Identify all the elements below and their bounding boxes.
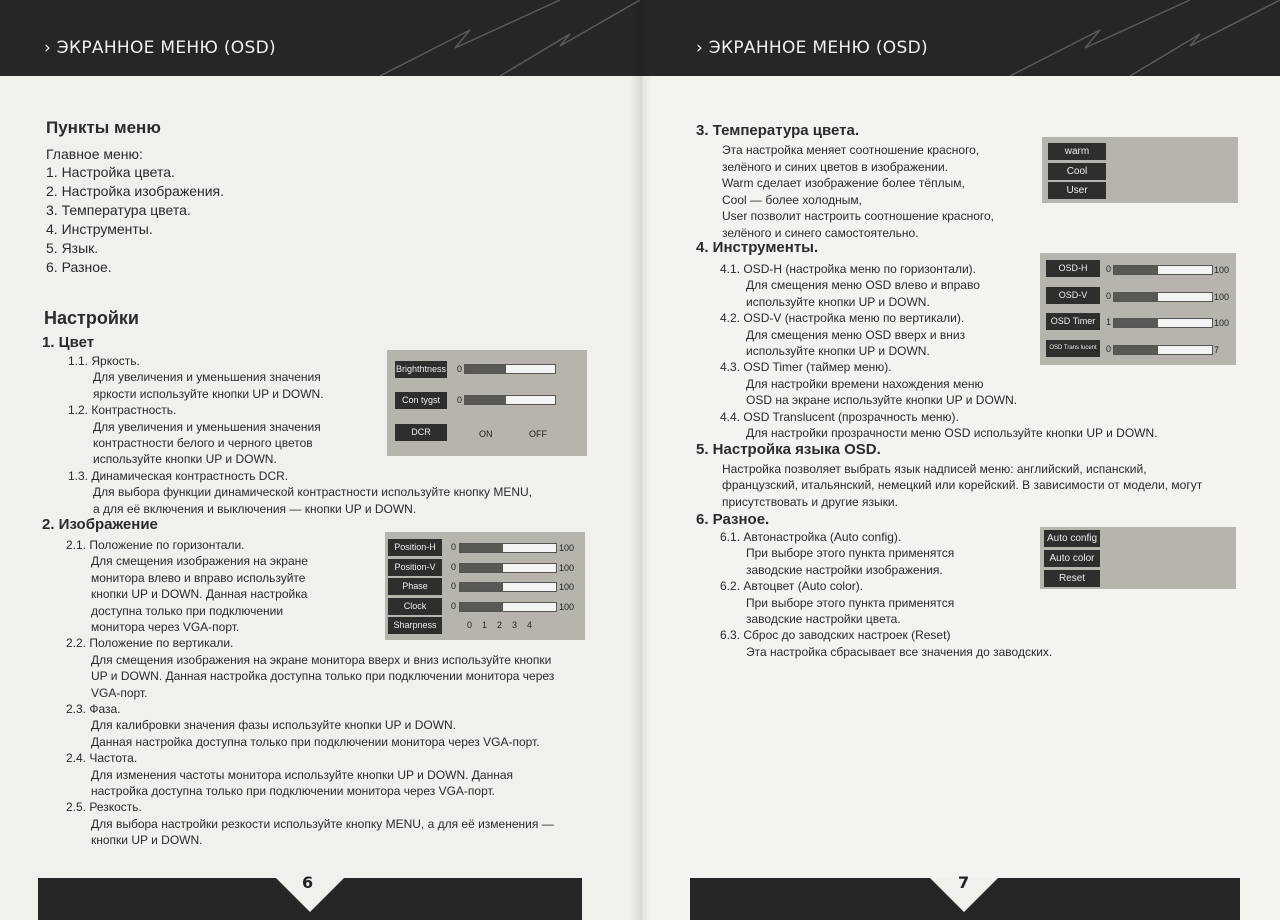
left-header-bar (0, 0, 640, 76)
tools-row-bar (1113, 292, 1213, 302)
tools-row-fill (1114, 266, 1158, 274)
text-line: Warm сделает изображение более тёплым, (722, 176, 965, 191)
tools-osd-panel (1040, 253, 1236, 365)
text-line: Для смещения изображения на экране монитора вверх и вниз используйте кнопки (91, 652, 552, 667)
section-language-title: 5. Настройка языка OSD. (696, 441, 881, 458)
image-row-min: 0 (451, 600, 457, 611)
text-line: 4.3. OSD Timer (таймер меню). (720, 360, 892, 375)
settings-title: Настройки (44, 308, 139, 328)
brightness-bar (464, 364, 556, 374)
temp-cool: Cool (1048, 163, 1106, 180)
text-line: а для её включения и выключения — кнопки UP и DOWN. (93, 501, 417, 516)
section-tools-title: 4. Инструменты. (696, 239, 819, 256)
text-line: 6.1. Автонастройка (Auto config). (720, 530, 902, 544)
brightness-fill (465, 365, 506, 373)
text-line: Для увеличения и уменьшения значения (93, 419, 321, 434)
text-line: кнопки UP и DOWN. Данная настройка (91, 587, 308, 602)
right-header-title: › ЭКРАННОЕ МЕНЮ (OSD) (696, 38, 928, 58)
text-line: Для смещения меню OSD вверх и вниз (746, 327, 966, 342)
text-line: Для смещения меню OSD влево и вправо (746, 278, 980, 293)
tools-row-min: 0 (1106, 343, 1112, 354)
image-row-label: Phase (388, 578, 442, 595)
text-line: 1.1. Яркость. (68, 354, 140, 368)
text-line: Данная настройка доступна только при подключении монитора через VGA-порт. (91, 734, 540, 749)
text-line: настройка доступна только при подключении монитора через VGA-порт. (91, 784, 495, 798)
image-row-fill (460, 564, 503, 572)
brightness-label: Brighthtness (395, 361, 447, 378)
main-menu-label: Главное меню: (46, 146, 143, 162)
tools-row-fill (1114, 346, 1158, 354)
image-row-fill (460, 544, 503, 552)
text-line: Для увеличения и уменьшения значения (93, 370, 321, 385)
image-row-max: 100 (559, 543, 575, 553)
text-line: Для настройки прозрачности меню OSD используйте кнопки UP и DOWN. (746, 426, 1158, 440)
text-line: зелёного и синего самостоятельно. (722, 226, 919, 240)
section-color-title: 1. Цвет (42, 334, 95, 351)
tools-row-bar (1113, 345, 1213, 355)
tools-row-label: OSD-V (1046, 287, 1100, 304)
dcr-off: OFF (529, 429, 547, 439)
misc-osd-panel (1040, 527, 1236, 589)
image-row-bar (459, 563, 557, 573)
sharpness-label: Sharpness (388, 617, 442, 634)
temperature-osd-panel (1042, 137, 1238, 203)
image-row-min: 0 (451, 542, 457, 552)
left-header-title: › ЭКРАННОЕ МЕНЮ (OSD) (44, 38, 276, 58)
page-number-right: 7 (958, 873, 970, 892)
text-line: Эта настройка сбрасывает все значения до заводских. (746, 644, 1053, 659)
tools-row-min: 1 (1106, 317, 1112, 327)
text-line: 2.5. Резкость. (66, 800, 142, 815)
text-line: 4.2. OSD-V (настройка меню по вертикали). (720, 311, 965, 326)
text-line: контрастности белого и черного цветов (93, 436, 313, 450)
tools-row-max: 100 (1214, 265, 1230, 275)
text-line: Для изменения частоты монитора используйте кнопки UP и DOWN. Данная (91, 767, 514, 782)
text-line: Настройка позволяет выбрать язык надписей меню: английский, испанский, (722, 462, 1147, 476)
text-line: монитора влево и вправо используйте (91, 570, 306, 585)
text-line: User позволит настроить соотношение красного, (722, 209, 994, 224)
text-line: яркости используйте кнопки UP и DOWN. (93, 386, 324, 401)
text-line: 2. Настройка изображения. (46, 183, 225, 199)
image-row-label: Position-H (388, 539, 442, 556)
right-header-bar (640, 0, 1280, 76)
sharpness-scale: 0 1 2 3 4 (467, 620, 533, 630)
tools-row-bar (1113, 265, 1213, 275)
contrast-min: 0 (457, 395, 463, 405)
text-line: используйте кнопки UP и DOWN. (746, 294, 930, 309)
text-line: заводские настройки цвета. (746, 612, 901, 626)
text-line: 4. Инструменты. (46, 221, 153, 237)
image-row-bar (459, 543, 557, 553)
text-line: монитора через VGA-порт. (91, 620, 240, 634)
text-line: Эта настройка меняет соотношение красного, (722, 143, 980, 157)
text-line: кнопки UP и DOWN. (91, 833, 203, 848)
image-row-bar (459, 602, 557, 612)
tools-row-max: 100 (1214, 318, 1230, 328)
temp-user: User (1048, 182, 1106, 199)
text-line: 1. Настройка цвета. (46, 164, 175, 180)
text-line: 2.4. Частота. (66, 751, 138, 766)
misc-auto-color: Auto color (1044, 550, 1100, 567)
text-line: 3. Температура цвета. (46, 202, 191, 218)
tools-row-max: 100 (1214, 291, 1230, 302)
tools-row-label: OSD-H (1046, 260, 1100, 277)
image-row-max: 100 (559, 582, 575, 592)
text-line: UP и DOWN. Данная настройка доступна только при подключении монитора через (91, 669, 555, 684)
tools-row-label: OSD Timer (1046, 313, 1100, 330)
image-row-min: 0 (451, 581, 457, 591)
section-temperature-title: 3. Температура цвета. (696, 122, 860, 139)
menu-items-title: Пункты меню (46, 118, 161, 137)
text-line: Для настройки времени нахождения меню (746, 376, 984, 391)
brightness-min: 0 (457, 364, 463, 374)
tools-row-max: 7 (1214, 344, 1220, 355)
text-line: присутствовать и другие языки. (722, 494, 898, 509)
text-line: Cool — более холодным, (722, 192, 862, 207)
contrast-fill (465, 396, 506, 404)
image-row-label: Clock (388, 598, 442, 615)
text-line: используйте кнопки UP и DOWN. (746, 344, 930, 358)
section-misc-title: 6. Разное. (696, 511, 770, 528)
text-line: VGA-порт. (91, 685, 148, 700)
image-row-bar (459, 582, 557, 592)
text-line: 4.4. OSD Translucent (прозрачность меню). (720, 409, 959, 424)
page-number-left: 6 (302, 873, 314, 892)
text-line: 2.2. Положение по вертикали. (66, 636, 234, 651)
text-line: OSD на экране используйте кнопки UP и DOWN. (746, 393, 1018, 408)
text-line: используйте кнопки UP и DOWN. (93, 452, 277, 467)
text-line: 1.2. Контрастность. (68, 403, 177, 418)
misc-auto-config: Auto config (1044, 530, 1100, 547)
dcr-label: DCR (395, 424, 447, 441)
tools-row-fill (1114, 293, 1158, 301)
image-row-min: 0 (451, 561, 457, 572)
text-line: Для смещения изображения на экране (91, 554, 308, 569)
text-line: При выборе этого пункта применятся (746, 595, 955, 610)
book-spine (630, 0, 652, 920)
right-page (640, 0, 1280, 920)
text-line: 6.3. Сброс до заводских настроек (Reset) (720, 628, 951, 643)
text-line: При выборе этого пункта применятся (746, 546, 955, 561)
tools-row-min: 0 (1106, 290, 1112, 301)
contrast-label: Con tygst (395, 392, 447, 409)
text-line: 2.3. Фаза. (66, 702, 121, 716)
dcr-on: ON (479, 429, 493, 439)
temp-warm: warm (1048, 143, 1106, 160)
image-row-max: 100 (559, 601, 575, 612)
text-line: 4.1. OSD-H (настройка меню по горизонтали). (720, 262, 977, 276)
tools-row-fill (1114, 319, 1158, 327)
tools-row-label: OSD Trans lucent (1046, 340, 1100, 357)
image-row-fill (460, 603, 503, 611)
tools-row-bar (1113, 318, 1213, 328)
section-image-title: 2. Изображение (42, 516, 158, 533)
contrast-bar (464, 395, 556, 405)
text-line: доступна только при подключении (91, 603, 284, 618)
image-row-label: Position-V (388, 559, 442, 576)
text-line: 6. Разное. (46, 259, 112, 275)
text-line: 5. Язык. (46, 240, 99, 256)
text-line: 1.3. Динамическая контрастность DCR. (68, 468, 289, 483)
image-row-max: 100 (559, 562, 575, 573)
text-line: 6.2. Автоцвет (Auto color). (720, 579, 864, 594)
misc-reset: Reset (1044, 570, 1100, 587)
text-line: заводские настройки изображения. (746, 562, 943, 577)
text-line: французский, итальянский, немецкий или корейский. В зависимости от модели, могут (722, 478, 1203, 493)
image-row-fill (460, 583, 503, 591)
text-line: Для калибровки значения фазы используйте кнопки UP и DOWN. (91, 718, 457, 733)
text-line: Для выбора настройки резкости используйте кнопку MENU, а для её изменения — (91, 816, 554, 831)
text-line: 2.1. Положение по горизонтали. (66, 538, 245, 552)
text-line: Для выбора функции динамической контрастности используйте кнопку MENU, (93, 485, 532, 500)
tools-row-min: 0 (1106, 264, 1112, 274)
text-line: зелёного и синих цветов в изображении. (722, 159, 949, 174)
color-osd-panel (387, 350, 587, 456)
image-osd-panel (385, 532, 585, 640)
